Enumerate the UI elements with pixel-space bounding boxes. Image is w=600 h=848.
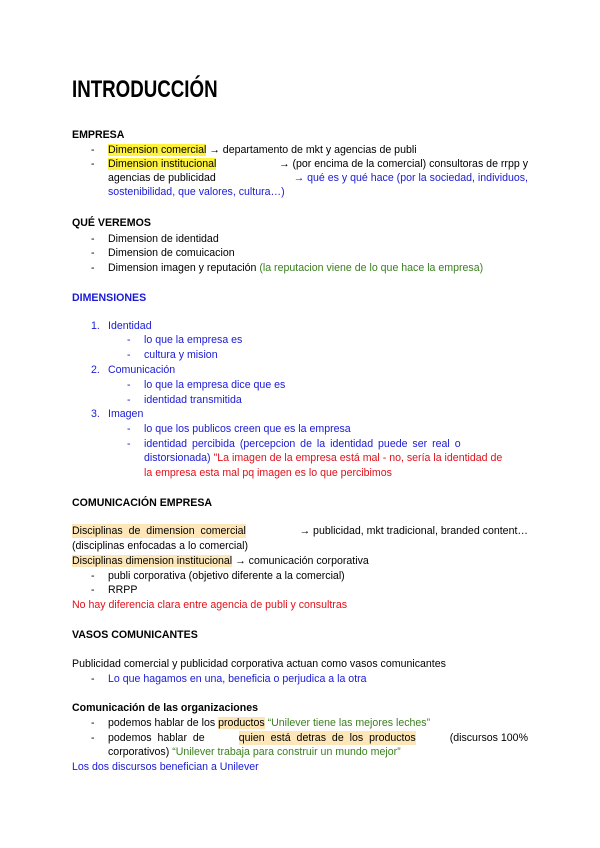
list-number: 2. [91,364,100,376]
list-item [108,261,483,275]
section-heading-empresa: EMPRESA [72,129,125,141]
highlight: quien está detras de los productos [238,732,416,744]
list-item-text: agencias de publicidad [108,172,216,184]
list-item [108,157,528,171]
highlight: Disciplinas de dimension comercial [72,525,246,537]
list-item: RRPP [108,584,138,596]
blue-note: → qué es y qué hace (por la sociedad, individuos, [293,172,528,184]
highlight: productos [218,717,265,729]
list-item-text: corporativos) [108,746,173,758]
paragraph: Publicidad comercial y publicidad corporativa actuan como vasos comunicantes [72,658,446,670]
bullet-dash: - [127,334,131,346]
list-item [108,716,430,730]
list-item [108,143,417,157]
green-note: “Unilever tiene las mejores leches” [264,717,431,729]
highlight: Dimension institucional [108,158,217,170]
list-number: 3. [91,408,100,420]
sub-list-item: lo que la empresa es [144,334,243,346]
list-item: Comunicación [108,364,176,376]
list-item-text: podemos hablar de [108,732,205,744]
bullet-dash: - [127,379,131,391]
red-note: "La imagen de la empresa está mal - no, sería la identidad de [213,452,503,464]
bullet-dash: - [91,717,95,729]
list-item-continuation [108,745,401,759]
sub-list-item-text: distorsionada) [144,452,214,464]
bullet-dash: - [91,584,95,596]
list-item-text: podemos hablar de los [108,717,219,729]
red-note: la empresa esta mal pq imagen es lo que percibimos [144,467,392,479]
section-heading-comunicacion: COMUNICACIÓN EMPRESA [72,497,213,509]
paragraph-text: → comunicación corporativa [232,555,369,567]
section-heading-dimensiones: DIMENSIONES [72,292,147,304]
bullet-dash: - [91,732,95,744]
bullet-dash: - [91,233,95,245]
bullet-dash: - [127,438,131,450]
highlight: Disciplinas dimension institucional [72,555,233,567]
list-item-text: (discursos 100% [449,732,528,744]
sub-list-item: identidad transmitida [144,394,242,406]
list-number: 1. [91,320,100,332]
bullet-dash: - [91,673,95,685]
paragraph [72,554,369,568]
paragraph: (disciplinas enfocadas a lo comercial) [72,540,249,552]
sub-list-item [144,437,528,451]
bullet-dash: - [127,349,131,361]
list-item: Dimension de identidad [108,233,219,245]
list-item-text: → departamento de mkt y agencias de publi [206,144,417,156]
sub-list-item-continuation [144,451,502,465]
bullet-dash: - [91,247,95,259]
list-item-text: Dimension imagen y reputación [108,262,260,274]
highlight: Dimension comercial [108,144,207,156]
bullet-dash: - [127,423,131,435]
green-note: (la reputacion viene de lo que hace la empresa) [259,262,484,274]
list-item: Imagen [108,408,144,420]
blue-note: Los dos discursos benefician a Unilever [72,761,259,773]
bullet-dash: - [127,394,131,406]
list-item [108,731,528,745]
red-note: No hay diferencia clara entre agencia de publi y consultras [72,599,348,611]
paragraph [72,524,528,538]
list-item: publi corporativa (objetivo diferente a la comercial) [108,570,345,582]
list-item: Identidad [108,320,152,332]
list-item-text: → (por encima de la comercial) consultoras de rrpp y [278,158,528,170]
section-heading-vasos: VASOS COMUNICANTES [72,629,198,641]
section-heading-organizaciones: Comunicación de las organizaciones [72,702,259,714]
sub-list-item-text: identidad percibida (percepcion de la identidad puede ser real o [144,438,461,450]
sub-list-item: lo que la empresa dice que es [144,379,286,391]
list-item-continuation [108,171,528,185]
list-item: Lo que hagamos en una, beneficia o perjudica a la otra [108,673,367,685]
paragraph-text: → publicidad, mkt tradicional, branded content… [299,525,528,537]
sub-list-item: cultura y mision [144,349,218,361]
section-heading-veremos: QUÉ VEREMOS [72,217,151,229]
bullet-dash: - [91,144,95,156]
green-note: “Unilever trabaja para construir un mundo mejor” [172,746,401,758]
sub-list-item: lo que los publicos creen que es la empresa [144,423,351,435]
page-title: INTRODUCCIÓN [72,76,218,103]
bullet-dash: - [91,570,95,582]
bullet-dash: - [91,262,95,274]
blue-note: sostenibilidad, que valores, cultura…) [108,186,285,198]
bullet-dash: - [91,158,95,170]
list-item: Dimension de comuicacion [108,247,235,259]
